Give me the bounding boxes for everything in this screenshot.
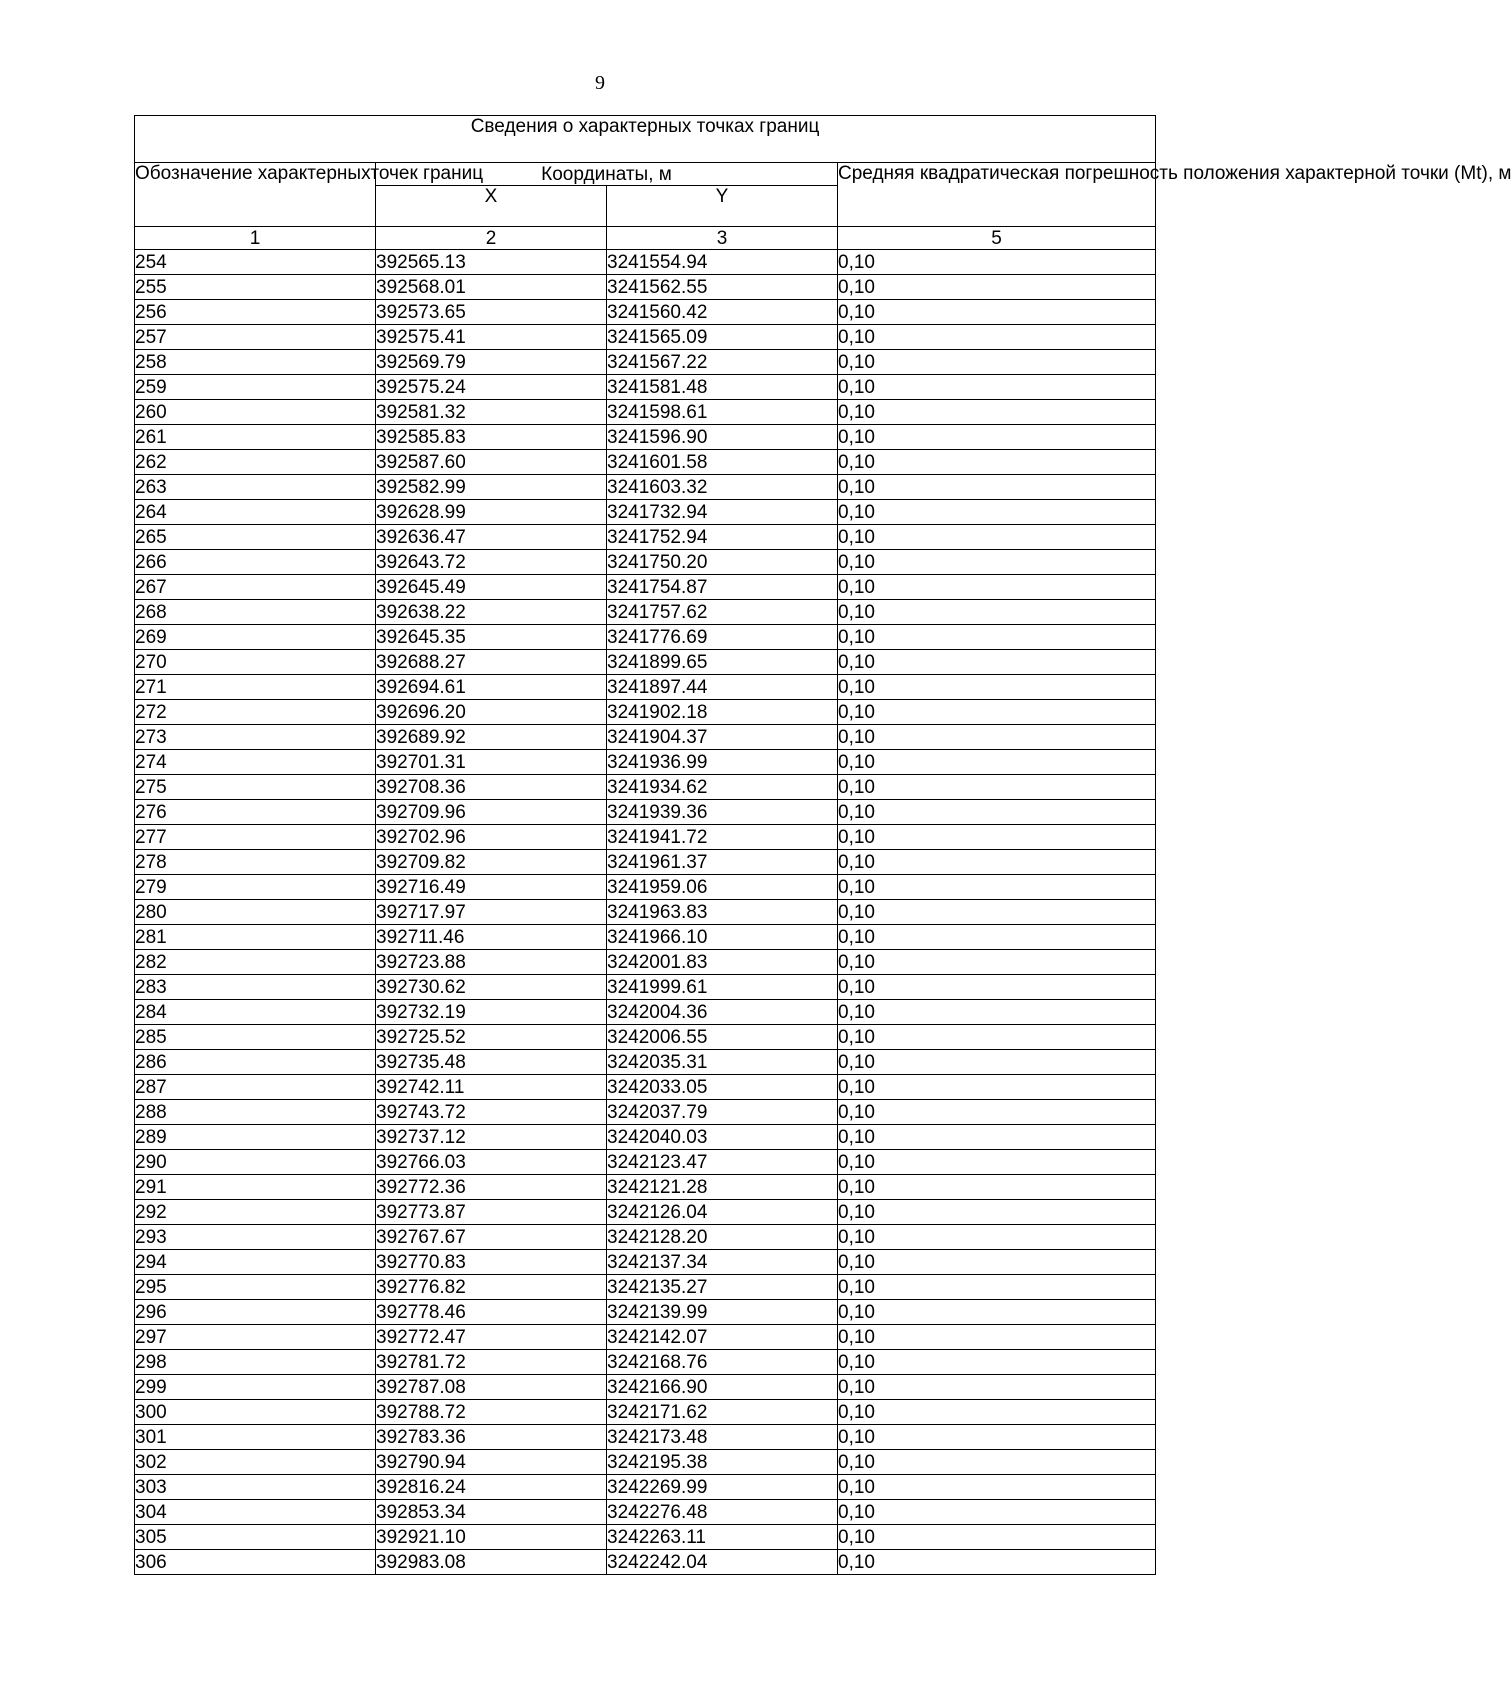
table-row [135,925,1156,950]
table-row [135,1425,1156,1450]
error-cell: 0,10 [838,550,1156,575]
header-x: X [376,186,607,227]
y-coordinate-cell: 3241897.44 [607,675,838,700]
y-coordinate-cell: 3241750.20 [607,550,838,575]
error-cell: 0,10 [838,1375,1156,1400]
point-id-cell: 274 [135,750,376,775]
point-id-cell: 301 [135,1425,376,1450]
x-coordinate-cell: 392778.46 [376,1300,607,1325]
table-row [135,1300,1156,1325]
x-coordinate-cell: 392717.97 [376,900,607,925]
point-id-cell: 304 [135,1500,376,1525]
x-coordinate-cell: 392645.35 [376,625,607,650]
point-id-cell: 278 [135,850,376,875]
error-cell: 0,10 [838,775,1156,800]
point-id-cell: 289 [135,1125,376,1150]
x-coordinate-cell: 392921.10 [376,1525,607,1550]
error-cell: 0,10 [838,1150,1156,1175]
y-coordinate-cell: 3241963.83 [607,900,838,925]
point-id-cell: 297 [135,1325,376,1350]
x-coordinate-cell: 392645.49 [376,575,607,600]
x-coordinate-cell: 392573.65 [376,300,607,325]
y-coordinate-cell: 3241598.61 [607,400,838,425]
x-coordinate-cell: 392716.49 [376,875,607,900]
table-row [135,1500,1156,1525]
table-row [135,650,1156,675]
y-coordinate-cell: 3241776.69 [607,625,838,650]
error-cell: 0,10 [838,1200,1156,1225]
y-coordinate-cell: 3241936.99 [607,750,838,775]
y-coordinate-cell: 3242173.48 [607,1425,838,1450]
x-coordinate-cell: 392772.36 [376,1175,607,1200]
table-row [135,850,1156,875]
point-id-cell: 284 [135,1000,376,1025]
x-coordinate-cell: 392696.20 [376,700,607,725]
error-cell: 0,10 [838,450,1156,475]
point-id-cell: 300 [135,1400,376,1425]
x-coordinate-cell: 392711.46 [376,925,607,950]
error-cell: 0,10 [838,475,1156,500]
x-coordinate-cell: 392636.47 [376,525,607,550]
y-coordinate-cell: 3242276.48 [607,1500,838,1525]
point-id-cell: 302 [135,1450,376,1475]
error-cell: 0,10 [838,650,1156,675]
table-row [135,700,1156,725]
error-cell: 0,10 [838,1100,1156,1125]
point-id-cell: 281 [135,925,376,950]
y-coordinate-cell: 3241581.48 [607,375,838,400]
error-cell: 0,10 [838,700,1156,725]
error-cell: 0,10 [838,1400,1156,1425]
boundary-points-table [134,115,1511,1575]
error-cell: 0,10 [838,1450,1156,1475]
point-id-cell: 267 [135,575,376,600]
y-coordinate-cell: 3241603.32 [607,475,838,500]
table-row [135,1125,1156,1150]
table-row [135,900,1156,925]
header-coordinates: Координаты, м [376,163,838,186]
x-coordinate-cell: 392853.34 [376,1500,607,1525]
x-coordinate-cell: 392743.72 [376,1100,607,1125]
table-row [135,1200,1156,1225]
table-row [135,575,1156,600]
point-id-cell: 273 [135,725,376,750]
error-cell: 0,10 [838,1525,1156,1550]
error-cell: 0,10 [838,350,1156,375]
error-cell: 0,10 [838,1300,1156,1325]
y-coordinate-cell: 3242040.03 [607,1125,838,1150]
error-cell: 0,10 [838,600,1156,625]
x-coordinate-cell: 392643.72 [376,550,607,575]
point-id-cell: 286 [135,1050,376,1075]
y-coordinate-cell: 3241939.36 [607,800,838,825]
table-row [135,825,1156,850]
y-coordinate-cell: 3242195.38 [607,1450,838,1475]
point-id-cell: 296 [135,1300,376,1325]
point-id-cell: 293 [135,1225,376,1250]
x-coordinate-cell: 392569.79 [376,350,607,375]
y-coordinate-cell: 3241560.42 [607,300,838,325]
point-id-cell: 305 [135,1525,376,1550]
point-id-cell: 280 [135,900,376,925]
y-coordinate-cell: 3241752.94 [607,525,838,550]
table-row [135,525,1156,550]
point-id-cell: 277 [135,825,376,850]
column-number: 3 [607,227,838,250]
x-coordinate-cell: 392568.01 [376,275,607,300]
point-id-cell: 288 [135,1100,376,1125]
y-coordinate-cell: 3242037.79 [607,1100,838,1125]
error-cell: 0,10 [838,1350,1156,1375]
x-coordinate-cell: 392702.96 [376,825,607,850]
y-coordinate-cell: 3242263.11 [607,1525,838,1550]
point-id-cell: 260 [135,400,376,425]
y-coordinate-cell: 3241567.22 [607,350,838,375]
column-number: 5 [838,227,1156,250]
point-id-cell: 279 [135,875,376,900]
y-coordinate-cell: 3241732.94 [607,500,838,525]
point-id-cell: 255 [135,275,376,300]
error-cell: 0,10 [838,950,1156,975]
x-coordinate-cell: 392689.92 [376,725,607,750]
y-coordinate-cell: 3241959.06 [607,875,838,900]
x-coordinate-cell: 392582.99 [376,475,607,500]
point-id-cell: 298 [135,1350,376,1375]
y-coordinate-cell: 3241754.87 [607,575,838,600]
table-row [135,800,1156,825]
error-cell: 0,10 [838,275,1156,300]
table-title-row [135,116,1156,163]
table-row [135,1475,1156,1500]
table-row [135,300,1156,325]
x-coordinate-cell: 392737.12 [376,1125,607,1150]
error-cell: 0,10 [838,1475,1156,1500]
table-row [135,450,1156,475]
y-coordinate-cell: 3241904.37 [607,725,838,750]
error-cell: 0,10 [838,900,1156,925]
error-cell: 0,10 [838,750,1156,775]
error-cell: 0,10 [838,1025,1156,1050]
error-cell: 0,10 [838,625,1156,650]
point-id-cell: 269 [135,625,376,650]
y-coordinate-cell: 3242242.04 [607,1550,838,1575]
y-coordinate-cell: 3242137.34 [607,1250,838,1275]
table-row [135,275,1156,300]
error-cell: 0,10 [838,975,1156,1000]
error-cell: 0,10 [838,1050,1156,1075]
error-cell: 0,10 [838,675,1156,700]
header-row [135,163,1156,186]
x-coordinate-cell: 392783.36 [376,1425,607,1450]
y-coordinate-cell: 3242139.99 [607,1300,838,1325]
x-coordinate-cell: 392816.24 [376,1475,607,1500]
x-coordinate-cell: 392767.67 [376,1225,607,1250]
y-coordinate-cell: 3241757.62 [607,600,838,625]
point-id-cell: 294 [135,1250,376,1275]
x-coordinate-cell: 392730.62 [376,975,607,1000]
table-row [135,600,1156,625]
table-row [135,1025,1156,1050]
table-row [135,1325,1156,1350]
error-cell: 0,10 [838,1000,1156,1025]
point-id-cell: 282 [135,950,376,975]
column-number: 2 [376,227,607,250]
table-row [135,1175,1156,1200]
point-id-cell: 256 [135,300,376,325]
point-id-cell: 291 [135,1175,376,1200]
page-number: 9 [595,72,605,94]
table-row [135,775,1156,800]
table-row [135,1275,1156,1300]
point-id-cell: 254 [135,250,376,275]
x-coordinate-cell: 392575.41 [376,325,607,350]
error-cell: 0,10 [838,1325,1156,1350]
x-coordinate-cell: 392575.24 [376,375,607,400]
point-id-cell: 275 [135,775,376,800]
x-coordinate-cell: 392723.88 [376,950,607,975]
point-id-cell: 262 [135,450,376,475]
header-y: Y [607,186,838,227]
point-id-cell: 292 [135,1200,376,1225]
point-id-cell: 264 [135,500,376,525]
point-id-cell: 258 [135,350,376,375]
column-number-row [135,227,1156,250]
table-row [135,325,1156,350]
x-coordinate-cell: 392587.60 [376,450,607,475]
table-row [135,350,1156,375]
y-coordinate-cell: 3242001.83 [607,950,838,975]
error-cell: 0,10 [838,825,1156,850]
point-id-cell: 290 [135,1150,376,1175]
y-coordinate-cell: 3241934.62 [607,775,838,800]
point-id-cell: 263 [135,475,376,500]
table-row [135,1400,1156,1425]
point-id-cell: 257 [135,325,376,350]
table-row [135,425,1156,450]
point-id-cell: 261 [135,425,376,450]
error-cell: 0,10 [838,1550,1156,1575]
x-coordinate-cell: 392725.52 [376,1025,607,1050]
point-id-cell: 270 [135,650,376,675]
y-coordinate-cell: 3242269.99 [607,1475,838,1500]
table-row [135,1250,1156,1275]
table-row [135,625,1156,650]
error-cell: 0,10 [838,325,1156,350]
y-coordinate-cell: 3242168.76 [607,1350,838,1375]
y-coordinate-cell: 3241966.10 [607,925,838,950]
y-coordinate-cell: 3241554.94 [607,250,838,275]
y-coordinate-cell: 3241999.61 [607,975,838,1000]
error-cell: 0,10 [838,800,1156,825]
table-row [135,550,1156,575]
point-id-cell: 259 [135,375,376,400]
column-number: 1 [135,227,376,250]
point-id-cell: 283 [135,975,376,1000]
error-cell: 0,10 [838,500,1156,525]
error-cell: 0,10 [838,375,1156,400]
y-coordinate-cell: 3241899.65 [607,650,838,675]
error-cell: 0,10 [838,850,1156,875]
table-row [135,875,1156,900]
y-coordinate-cell: 3241902.18 [607,700,838,725]
point-id-cell: 306 [135,1550,376,1575]
x-coordinate-cell: 392638.22 [376,600,607,625]
x-coordinate-cell: 392766.03 [376,1150,607,1175]
y-coordinate-cell: 3241565.09 [607,325,838,350]
point-id-cell: 299 [135,1375,376,1400]
x-coordinate-cell: 392983.08 [376,1550,607,1575]
table-row [135,400,1156,425]
table-row [135,375,1156,400]
y-coordinate-cell: 3242121.28 [607,1175,838,1200]
x-coordinate-cell: 392772.47 [376,1325,607,1350]
y-coordinate-cell: 3242033.05 [607,1075,838,1100]
y-coordinate-cell: 3242004.36 [607,1000,838,1025]
header-point-designation: Обозначение характерныхточек границ [135,163,376,227]
y-coordinate-cell: 3242035.31 [607,1050,838,1075]
point-id-cell: 303 [135,1475,376,1500]
error-cell: 0,10 [838,1175,1156,1200]
error-cell: 0,10 [838,875,1156,900]
error-cell: 0,10 [838,1500,1156,1525]
x-coordinate-cell: 392776.82 [376,1275,607,1300]
y-coordinate-cell: 3242128.20 [607,1225,838,1250]
error-cell: 0,10 [838,1125,1156,1150]
table-row [135,1000,1156,1025]
error-cell: 0,10 [838,575,1156,600]
table-row [135,250,1156,275]
y-coordinate-cell: 3242166.90 [607,1375,838,1400]
x-coordinate-cell: 392701.31 [376,750,607,775]
error-cell: 0,10 [838,725,1156,750]
error-cell: 0,10 [838,1425,1156,1450]
table-row [135,750,1156,775]
x-coordinate-cell: 392585.83 [376,425,607,450]
error-cell: 0,10 [838,925,1156,950]
error-cell: 0,10 [838,250,1156,275]
y-coordinate-cell: 3242126.04 [607,1200,838,1225]
point-id-cell: 276 [135,800,376,825]
x-coordinate-cell: 392694.61 [376,675,607,700]
x-coordinate-cell: 392770.83 [376,1250,607,1275]
y-coordinate-cell: 3241596.90 [607,425,838,450]
error-cell: 0,10 [838,400,1156,425]
table-row [135,950,1156,975]
point-id-cell: 272 [135,700,376,725]
x-coordinate-cell: 392781.72 [376,1350,607,1375]
x-coordinate-cell: 392790.94 [376,1450,607,1475]
table-row [135,1100,1156,1125]
table-row [135,1350,1156,1375]
y-coordinate-cell: 3242006.55 [607,1025,838,1050]
error-cell: 0,10 [838,425,1156,450]
point-id-cell: 295 [135,1275,376,1300]
table-row [135,1150,1156,1175]
table-row [135,1375,1156,1400]
y-coordinate-cell: 3242142.07 [607,1325,838,1350]
point-id-cell: 268 [135,600,376,625]
error-cell: 0,10 [838,1250,1156,1275]
x-coordinate-cell: 392581.32 [376,400,607,425]
point-id-cell: 266 [135,550,376,575]
x-coordinate-cell: 392742.11 [376,1075,607,1100]
y-coordinate-cell: 3241941.72 [607,825,838,850]
table-row [135,1550,1156,1575]
x-coordinate-cell: 392688.27 [376,650,607,675]
x-coordinate-cell: 392565.13 [376,250,607,275]
point-id-cell: 285 [135,1025,376,1050]
y-coordinate-cell: 3242123.47 [607,1150,838,1175]
error-cell: 0,10 [838,1075,1156,1100]
table-row [135,500,1156,525]
y-coordinate-cell: 3241601.58 [607,450,838,475]
table-row [135,475,1156,500]
table-row [135,725,1156,750]
x-coordinate-cell: 392773.87 [376,1200,607,1225]
table-body [135,116,1511,1575]
point-id-cell: 271 [135,675,376,700]
table-row [135,1450,1156,1475]
table-row [135,1075,1156,1100]
table-row [135,675,1156,700]
header-mean-square-error: Средняя квадратическая погрешность положения характерной точки (Mt), м [838,163,1156,227]
error-cell: 0,10 [838,525,1156,550]
y-coordinate-cell: 3242171.62 [607,1400,838,1425]
x-coordinate-cell: 392735.48 [376,1050,607,1075]
x-coordinate-cell: 392732.19 [376,1000,607,1025]
table-title: Сведения о характерных точках границ [135,116,1156,163]
point-id-cell: 265 [135,525,376,550]
point-id-cell: 287 [135,1075,376,1100]
x-coordinate-cell: 392708.36 [376,775,607,800]
y-coordinate-cell: 3242135.27 [607,1275,838,1300]
table-row [135,1525,1156,1550]
x-coordinate-cell: 392787.08 [376,1375,607,1400]
table-row [135,1225,1156,1250]
y-coordinate-cell: 3241961.37 [607,850,838,875]
error-cell: 0,10 [838,1225,1156,1250]
table-row [135,1050,1156,1075]
error-cell: 0,10 [838,300,1156,325]
table-row [135,975,1156,1000]
error-cell: 0,10 [838,1275,1156,1300]
x-coordinate-cell: 392709.82 [376,850,607,875]
x-coordinate-cell: 392628.99 [376,500,607,525]
x-coordinate-cell: 392788.72 [376,1400,607,1425]
y-coordinate-cell: 3241562.55 [607,275,838,300]
x-coordinate-cell: 392709.96 [376,800,607,825]
